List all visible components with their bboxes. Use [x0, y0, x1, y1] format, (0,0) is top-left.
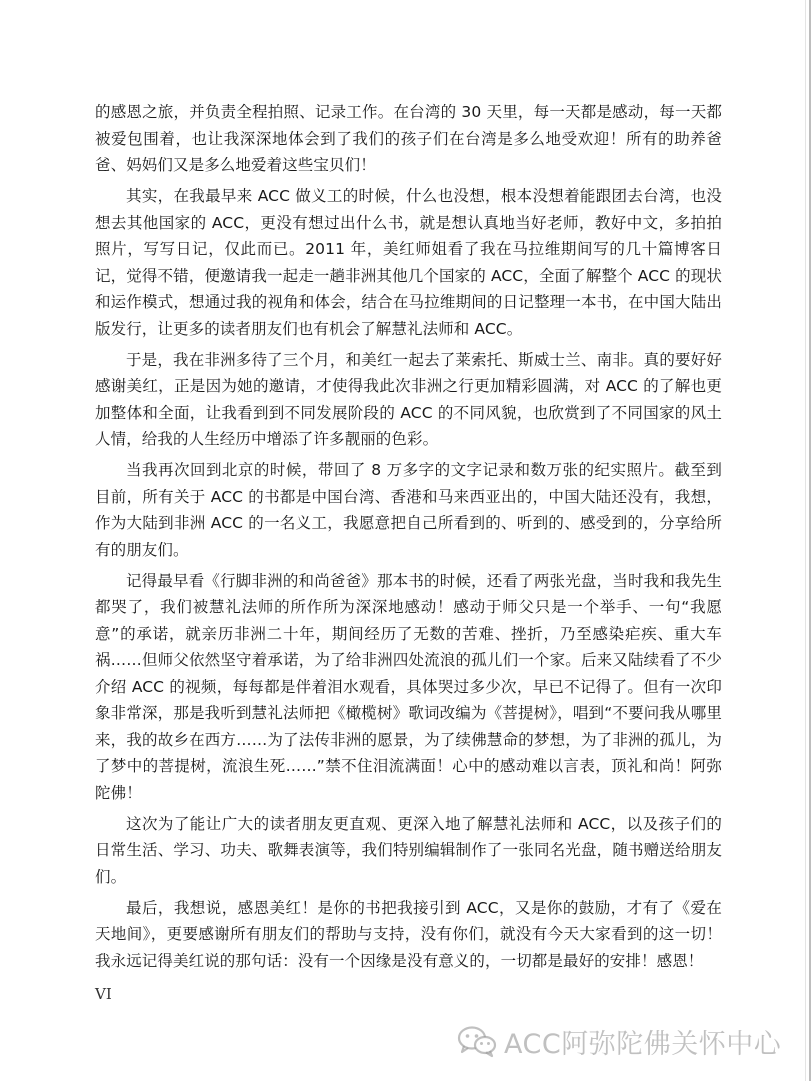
- paragraph: 当我再次回到北京的时候，带回了 8 万多字的文字记录和数万张的纪实照片。截至到目前，所有关于 ACC 的书都是中国台湾、香港和马来西亚出的，中国大陆还没有，我想，作为大陆到非洲 ACC 的一名义工，我愿意把自己所看到的、听到的、感受到的，分享给所有的朋友们。: [95, 461, 722, 559]
- paragraph: 于是，我在非洲多待了三个月，和美红一起去了莱索托、斯威士兰、南非。真的要好好感谢美红，正是因为她的邀请，才使得我此次非洲之行更加精彩圆满，对 ACC 的了解也更加整体和全面，让我看到到不同发展阶段的 ACC 的不同风貌，也欣赏到了不同国家的风土人情，给我的人生经历中增添了许多靓丽的色彩。: [95, 350, 722, 448]
- paragraph: 其实，在我最早来 ACC 做义工的时候，什么也没想，根本没想着能跟团去台湾，也没想去其他国家的 ACC，更没有想过出什么书，就是想认真地当好老师，教好中文，多拍拍照片，写写日记，仅此而已。2011 年，美红师姐看了我在马拉维期间写的几十篇博客日记，觉得不错，便邀请我一起走一趟非洲其他几个国家的 ACC，全面了解整个 ACC 的现状和运作模式，想通过我的视角和体会，结合在马拉维期间的日记整理一本书，在中国大陆出版发行，让更多的读者朋友们也有机会了解慧礼法师和 ACC。: [95, 187, 722, 338]
- page-number: VI: [95, 985, 112, 1003]
- watermark: [456, 1021, 791, 1061]
- paragraph: 这次为了能让广大的读者朋友更直观、更深入地了解慧礼法师和 ACC，以及孩子们的日常生活、学习、功夫、歌舞表演等，我们特别编辑制作了一张同名光盘，随书赠送给朋友们。: [95, 814, 722, 886]
- paragraph: 的感恩之旅，并负责全程拍照、记录工作。在台湾的 30 天里，每一天都是感动，每一天都被爱包围着，也让我深深地体会到了我们的孩子们在台湾是多么地受欢迎！所有的助养爸爸、妈妈们又是多么地爱着这些宝贝们！: [95, 103, 722, 174]
- wechat-icon: [456, 1024, 498, 1058]
- paragraph: 最后，我想说，感恩美红！是你的书把我接引到 ACC，又是你的鼓励，才有了《爱在天地间》，更要感谢所有朋友们的帮助与支持，没有你们，就没有今天大家看到的这一切！ 我永远记得美红说的那句话：没有一个因缘是没有意义的，一切都是最好的安排！感恩！: [95, 898, 722, 970]
- watermark-text: ACC阿弥陀佛关怀中心: [504, 1028, 782, 1060]
- body-text: [95, 99, 722, 979]
- paragraph: 记得最早看《行脚非洲的和尚爸爸》那本书的时候，还看了两张光盘，当时我和我先生都哭了，我们被慧礼法师的所作所为深深地感动！感动于师父只是一个举手、一句“我愿意”的承诺，就亲历非洲二十年，期间经历了无数的苦难、挫折，乃至感染疟疾、重大车祸……但师父依然坚守着承诺，为了给非洲四处流浪的孤儿们一个家。后来又陆续看了不少介绍 ACC 的视频，每每都是伴着泪水观看，具体哭过多少次，早已不记得了。但有一次印象非常深，那是我听到慧礼法师把《橄榄树》歌词改编为《菩提树》，唱到“不要问我从哪里来，我的故乡在西方……为了法传非洲的愿景，为了续佛慧命的梦想，为了非洲的孤儿，为了梦中的菩提树，流浪生死……”禁不住泪流满面！心中的感动难以言表，顶礼和尚！阿弥陀佛！: [95, 571, 722, 802]
- page-edge-shadow: [805, 0, 806, 1081]
